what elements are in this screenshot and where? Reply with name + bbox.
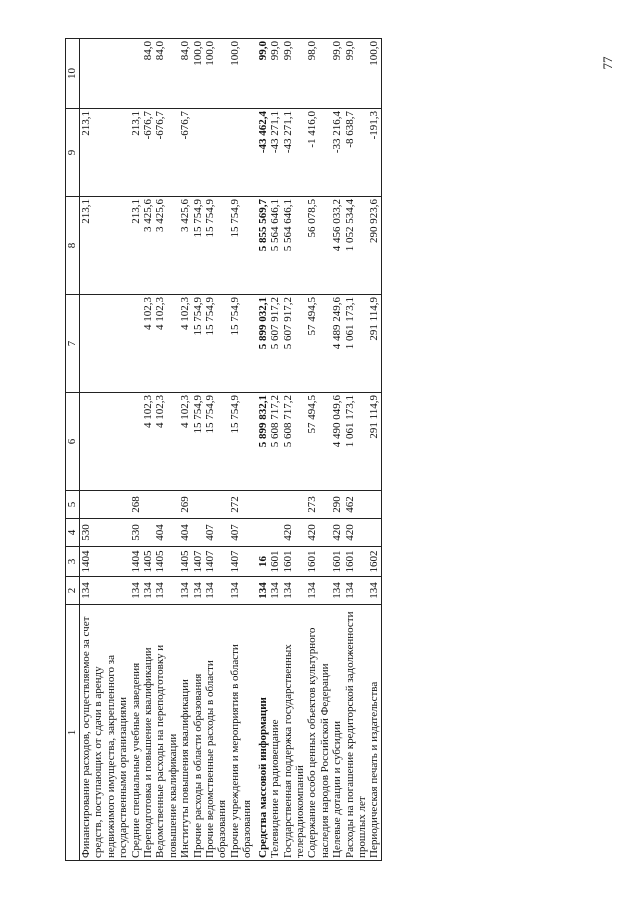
row-label: Прочие ведомственные расходы в области образования [204,605,229,861]
table-row [192,39,204,861]
target-code: 530 [80,519,130,547]
adjusted-value: 4 102,3 [154,295,179,393]
column-header: 9 [66,109,80,197]
deviation-value: -676,7 [142,109,154,197]
executed-value: 3 425,6 [154,197,179,295]
row-label: Средние специальные учебные заведения [130,605,142,861]
ministry-code: 134 [331,577,343,605]
executed-value: 5 855 569,7 [254,197,269,295]
table-row [282,39,307,861]
adjusted-value: 4 102,3 [179,295,191,393]
table-row [204,39,229,861]
adjusted-value: 5 899 032,1 [254,295,269,393]
approved-value: 4 102,3 [154,393,179,491]
target-code: 420 [306,519,331,547]
adjusted-value: 57 494,5 [306,295,331,393]
target-code: 530 [130,519,142,547]
percent-value: 100,0 [368,39,381,109]
deviation-value: -676,7 [179,109,191,197]
row-label: Финансирование расходов, осуществляемое за счет средств, поступающих от сдачи в аренду недвижимого имущества, закрепленного за государственными организациями [80,605,130,861]
percent-value: 100,0 [192,39,204,109]
row-label: Ведомственные расходы на переподготовку и повышение квалификации [154,605,179,861]
executed-value: 15 754,9 [229,197,254,295]
approved-value: 15 754,9 [192,393,204,491]
adjusted-value: 1 061 173,1 [344,295,369,393]
approved-value: 4 102,3 [142,393,154,491]
expense-type-code [204,491,229,519]
ministry-code: 134 [130,577,142,605]
row-label: Прочие расходы в области образования [192,605,204,861]
column-header: 3 [66,547,80,577]
deviation-value: -43 271,1 [269,109,281,197]
percent-value: 99,0 [269,39,281,109]
expense-type-code [368,491,381,519]
table-row [331,39,343,861]
expense-type-code [269,491,281,519]
section-code: 1601 [282,547,307,577]
deviation-value: -43 462,4 [254,109,269,197]
percent-value: 99,0 [331,39,343,109]
executed-value: 213,1 [130,197,142,295]
section-code: 1405 [142,547,154,577]
target-code: 420 [282,519,307,547]
percent-value [80,39,130,109]
section-code: 1404 [80,547,130,577]
approved-value: 4 102,3 [179,393,191,491]
approved-value [80,393,130,491]
column-header: 4 [66,519,80,547]
approved-value: 5 608 717,2 [282,393,307,491]
percent-value: 100,0 [229,39,254,109]
adjusted-value: 291 114,9 [368,295,381,393]
section-code: 1405 [179,547,191,577]
row-label: Институты повышения квалификации [179,605,191,861]
ministry-code: 134 [142,577,154,605]
ministry-code: 134 [80,577,130,605]
section-code: 1601 [306,547,331,577]
executed-value: 4 456 033,2 [331,197,343,295]
row-label: Средства массовой информации [254,605,269,861]
target-code: 407 [229,519,254,547]
section-code: 1601 [269,547,281,577]
approved-value: 57 494,5 [306,393,331,491]
ministry-code: 134 [192,577,204,605]
target-code [192,519,204,547]
section-code: 16 [254,547,269,577]
adjusted-value: 4 489 249,6 [331,295,343,393]
target-code [368,519,381,547]
expense-type-code: 290 [331,491,343,519]
expense-type-code [282,491,307,519]
table-row [306,39,331,861]
executed-value: 5 564 646,1 [269,197,281,295]
adjusted-value [80,295,130,393]
adjusted-value [130,295,142,393]
expense-type-code: 462 [344,491,369,519]
expense-type-code [154,491,179,519]
table-row [142,39,154,861]
executed-value: 213,1 [80,197,130,295]
approved-value [130,393,142,491]
table-row [368,39,381,861]
expense-type-code [254,491,269,519]
column-header: 7 [66,295,80,393]
ministry-code: 134 [204,577,229,605]
budget-table [65,38,382,861]
executed-value: 5 564 646,1 [282,197,307,295]
ministry-code: 134 [269,577,281,605]
target-code [142,519,154,547]
table-row [80,39,130,861]
deviation-value [204,109,229,197]
deviation-value: -191,3 [368,109,381,197]
table-row [229,39,254,861]
adjusted-value: 15 754,9 [229,295,254,393]
section-code: 1601 [331,547,343,577]
expense-type-code: 273 [306,491,331,519]
executed-value: 3 425,6 [142,197,154,295]
expense-type-code [142,491,154,519]
executed-value: 1 052 534,4 [344,197,369,295]
percent-value: 84,0 [179,39,191,109]
ministry-code: 134 [154,577,179,605]
adjusted-value: 5 607 917,2 [282,295,307,393]
percent-value: 99,0 [254,39,269,109]
percent-value: 99,0 [282,39,307,109]
target-code: 404 [179,519,191,547]
table-body [80,39,382,861]
section-code: 1601 [344,547,369,577]
target-code: 420 [331,519,343,547]
approved-value: 5 899 832,1 [254,393,269,491]
row-label: Телевидение и радиовещание [269,605,281,861]
adjusted-value: 15 754,9 [204,295,229,393]
target-code: 407 [204,519,229,547]
target-code: 404 [154,519,179,547]
section-code: 1404 [130,547,142,577]
column-header: 5 [66,491,80,519]
expense-type-code [192,491,204,519]
expense-type-code: 269 [179,491,191,519]
approved-value: 1 061 173,1 [344,393,369,491]
row-label: Расходы на погашение кредиторской задолженности прошлых лет [344,605,369,861]
percent-value: 84,0 [142,39,154,109]
deviation-value: -8 638,7 [344,109,369,197]
approved-value: 15 754,9 [204,393,229,491]
executed-value: 3 425,6 [179,197,191,295]
column-header: 8 [66,197,80,295]
target-code: 420 [344,519,369,547]
table-row [130,39,142,861]
section-code: 1407 [229,547,254,577]
table-row [344,39,369,861]
ministry-code: 134 [368,577,381,605]
adjusted-value: 4 102,3 [142,295,154,393]
percent-value [130,39,142,109]
section-code: 1407 [192,547,204,577]
page-number: 77 [600,56,615,70]
deviation-value: 213,1 [130,109,142,197]
ministry-code: 134 [179,577,191,605]
approved-value: 15 754,9 [229,393,254,491]
table-row [269,39,281,861]
deviation-value: -1 416,0 [306,109,331,197]
target-code [269,519,281,547]
ministry-code: 134 [229,577,254,605]
row-label: Переподготовка и повышение квалификации [142,605,154,861]
expense-type-code [80,491,130,519]
percent-value: 98,0 [306,39,331,109]
approved-value: 5 608 717,2 [269,393,281,491]
row-label: Государственная поддержка государственных телерадиокомпаний [282,605,307,861]
executed-value: 290 923,6 [368,197,381,295]
column-header: 1 [66,605,80,861]
rotated-page [65,39,575,861]
deviation-value: -676,7 [154,109,179,197]
section-code: 1405 [154,547,179,577]
percent-value: 100,0 [204,39,229,109]
deviation-value [229,109,254,197]
section-code: 1602 [368,547,381,577]
column-number-row [66,39,80,861]
deviation-value: 213,1 [80,109,130,197]
column-header: 10 [66,39,80,109]
ministry-code: 134 [306,577,331,605]
ministry-code: 134 [254,577,269,605]
expense-type-code: 272 [229,491,254,519]
adjusted-value: 15 754,9 [192,295,204,393]
ministry-code: 134 [282,577,307,605]
table-row [179,39,191,861]
row-label: Целевые дотации и субсидии [331,605,343,861]
adjusted-value: 5 607 917,2 [269,295,281,393]
row-label: Прочие учреждения и мероприятия в области образования [229,605,254,861]
executed-value: 15 754,9 [192,197,204,295]
deviation-value: -43 271,1 [282,109,307,197]
executed-value: 56 078,5 [306,197,331,295]
approved-value: 291 114,9 [368,393,381,491]
expense-type-code: 268 [130,491,142,519]
section-code: 1407 [204,547,229,577]
column-header: 2 [66,577,80,605]
row-label: Содержание особо ценных объектов культурного наследия народов Российской Федерации [306,605,331,861]
ministry-code: 134 [344,577,369,605]
table-row [254,39,269,861]
target-code [254,519,269,547]
table-row [154,39,179,861]
executed-value: 15 754,9 [204,197,229,295]
column-header: 6 [66,393,80,491]
row-label: Периодическая печать и издательства [368,605,381,861]
deviation-value: -33 216,4 [331,109,343,197]
approved-value: 4 490 049,6 [331,393,343,491]
deviation-value [192,109,204,197]
percent-value: 84,0 [154,39,179,109]
percent-value: 99,0 [344,39,369,109]
